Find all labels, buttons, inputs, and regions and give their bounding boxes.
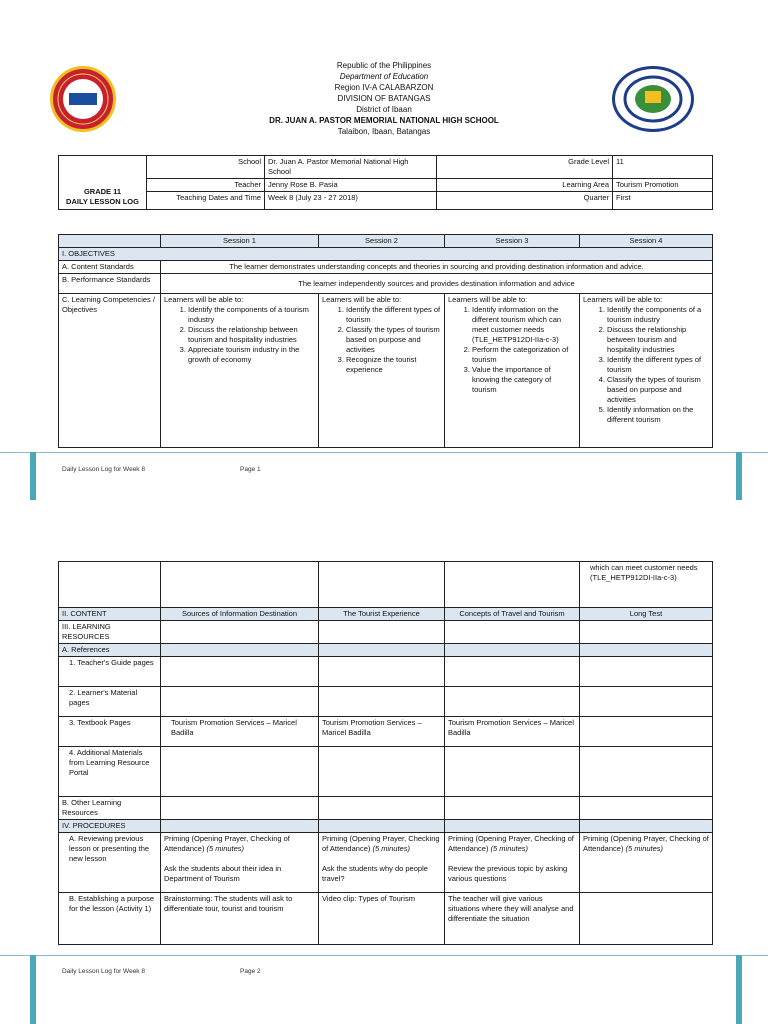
- grade-level-value: 11: [613, 156, 713, 179]
- list-item: 1. Identify the components of a tourism industry: [607, 305, 709, 325]
- learning-resources-label: III. LEARNING RESOURCES: [59, 621, 161, 644]
- content-standards-label: A. Content Standards: [59, 261, 161, 274]
- content-standards-text: The learner demonstrates understanding concepts and theories in sourcing and providing destination information and advice.: [161, 261, 713, 274]
- content-session-3: Concepts of Travel and Tourism: [445, 608, 580, 621]
- performance-standards-label: B. Performance Standards: [59, 274, 161, 294]
- list-item: 3. Appreciate tourism industry in the growth of economy: [188, 345, 315, 365]
- objectives-title: I. OBJECTIVES: [59, 248, 713, 261]
- page-edge-left: [30, 955, 36, 1024]
- procedure-b-session-1: Brainstorming: The students will ask to differentiate tour, tourist and tourism: [161, 893, 319, 945]
- competencies-intro: Learners will be able to:: [164, 295, 244, 304]
- area-value: Tourism Promotion: [613, 179, 713, 192]
- list-item: 1. Identify the different types of tourism: [346, 305, 441, 325]
- procedure-a-session-4: [580, 833, 713, 893]
- header-deped: Department of Education: [339, 72, 429, 81]
- list-item: 5. Identify information on the different tourism: [607, 405, 709, 425]
- list-item: 3. Identify the different types of tourism: [607, 355, 709, 375]
- grade-title: GRADE 11: [83, 187, 122, 196]
- priming-text: Priming (Opening Prayer, Checking of Attendance): [322, 834, 440, 853]
- page-break-rule: [0, 955, 768, 956]
- performance-standards-text: The learner independently sources and provides destination information and advice: [161, 274, 713, 294]
- teacher-label: Teacher: [147, 179, 265, 192]
- teachers-guide-label: 1. Teacher's Guide pages: [59, 657, 161, 687]
- competencies-session-4: [580, 294, 713, 448]
- priming-text: Priming (Opening Prayer, Checking of Attendance): [583, 834, 709, 853]
- procedure-a-session-1: [161, 833, 319, 893]
- priming-text: Priming (Opening Prayer, Checking of Attendance): [448, 834, 574, 853]
- textbook-pages-label: 3. Textbook Pages: [59, 717, 161, 747]
- page-edge-right: [736, 452, 742, 500]
- textbook-session-2: Tourism Promotion Services – Maricel Badilla: [319, 717, 445, 747]
- procedures-table: [58, 561, 713, 945]
- competencies-intro: Learners will be able to:: [322, 295, 402, 304]
- procedure-b-label: B. Establishing a purpose for the lesson (Activity 1): [59, 893, 161, 945]
- content-session-1: Sources of Information Destination: [161, 608, 319, 621]
- header-region: Region IV-A CALABARZON: [334, 83, 434, 92]
- procedures-label: IV. PROCEDURES: [59, 820, 161, 833]
- list-item: 1. Identify the components of a tourism industry: [188, 305, 315, 325]
- additional-materials-label: 4. Additional Materials from Learning Resource Portal: [59, 747, 161, 797]
- list-item: 3. Value the importance of knowing the category of tourism: [472, 365, 576, 395]
- footer-page-number: Page 1: [240, 466, 261, 473]
- competencies-session-3: [445, 294, 580, 448]
- procedure-a-task: Ask the students about their idea in Department of Tourism: [164, 864, 282, 883]
- header-address: Talaibon, Ibaan, Batangas: [337, 127, 431, 136]
- school-label: School: [147, 156, 265, 179]
- dates-value: Week 8 (July 23 - 27 2018): [265, 192, 437, 210]
- competencies-session-1: [161, 294, 319, 448]
- page-break-rule: [0, 452, 768, 453]
- minutes-text: (5 minutes): [372, 844, 410, 853]
- procedure-a-session-2: [319, 833, 445, 893]
- minutes-text: (5 minutes): [490, 844, 529, 853]
- procedure-b-session-3: The teacher will give various situations where they will analyse and differentiate the situation: [445, 893, 580, 945]
- list-item: 1. Identify information on the different tourism which can meet customer needs (TLE_HETP912DI-IIa-c-3): [472, 305, 576, 345]
- other-resources-label: B. Other Learning Resources: [59, 797, 161, 820]
- priming-text: Priming (Opening Prayer, Checking of Attendance): [164, 834, 290, 853]
- textbook-session-1: Tourism Promotion Services – Maricel Badilla: [161, 717, 319, 747]
- procedure-a-task: Ask the students why do people travel?: [322, 864, 428, 883]
- textbook-session-3: Tourism Promotion Services – Maricel Badilla: [445, 717, 580, 747]
- log-title: DAILY LESSON LOG: [66, 197, 139, 206]
- teacher-value: Jenny Rose B. Pasia: [265, 179, 437, 192]
- school-value: Dr. Juan A. Pastor Memorial National High School: [265, 156, 437, 179]
- content-session-4: Long Test: [580, 608, 713, 621]
- quarter-label: Quarter: [437, 192, 613, 210]
- competencies-label: C. Learning Competencies / Objectives: [59, 294, 161, 448]
- list-item: 3. Recognize the tourist experience: [346, 355, 441, 375]
- dates-label: Teaching Dates and Time: [147, 192, 265, 210]
- list-item: 4. Classify the types of tourism based on purpose and activities: [607, 375, 709, 405]
- learners-material-label: 2. Learner's Material pages: [59, 687, 161, 717]
- competencies-intro: Learners will be able to:: [448, 295, 528, 304]
- page-edge-right: [736, 955, 742, 1024]
- competencies-intro: Learners will be able to:: [583, 295, 663, 304]
- header-division: DIVISION OF BATANGAS: [337, 94, 431, 103]
- info-table: [58, 155, 713, 210]
- minutes-text: (5 minutes): [206, 844, 245, 853]
- grade-level-label: Grade Level: [437, 156, 613, 179]
- header-school: DR. JUAN A. PASTOR MEMORIAL NATIONAL HIGH SCHOOL: [269, 116, 499, 125]
- header-republic: Republic of the Philippines: [336, 61, 432, 70]
- content-label: II. CONTENT: [59, 608, 161, 621]
- list-item: 2. Discuss the relationship between tourism and hospitality industries: [188, 325, 315, 345]
- procedure-a-label: A. Reviewing previous lesson or presenting the new lesson: [59, 833, 161, 893]
- minutes-text: (5 minutes): [625, 844, 664, 853]
- list-item: 2. Discuss the relationship between tourism and hospitality industries: [607, 325, 709, 355]
- session-1-header: Session 1: [161, 235, 319, 248]
- procedure-b-session-2: Video clip: Types of Tourism: [319, 893, 445, 945]
- content-session-2: The Tourist Experience: [319, 608, 445, 621]
- competencies-session-2: [319, 294, 445, 448]
- session-4-header: Session 4: [580, 235, 713, 248]
- session-3-header: Session 3: [445, 235, 580, 248]
- references-label: A. References: [59, 644, 161, 657]
- procedure-a-session-3: [445, 833, 580, 893]
- footer-title: Daily Lesson Log for Week 8: [62, 466, 145, 473]
- footer-title: Daily Lesson Log for Week 8: [62, 968, 145, 975]
- session-2-header: Session 2: [319, 235, 445, 248]
- procedure-a-task: Review the previous topic by asking various questions: [448, 864, 568, 883]
- area-label: Learning Area: [437, 179, 613, 192]
- footer-page-number: Page 2: [240, 968, 261, 975]
- objectives-table: [58, 234, 713, 448]
- quarter-value: First: [613, 192, 713, 210]
- list-item: 2. Perform the categorization of tourism: [472, 345, 576, 365]
- header-district: District of Ibaan: [356, 105, 412, 114]
- page-edge-left: [30, 452, 36, 500]
- list-item: 2. Classify the types of tourism based on purpose and activities: [346, 325, 441, 355]
- continued-text: which can meet customer needs (TLE_HETP912DI-IIa-c-3): [580, 562, 713, 608]
